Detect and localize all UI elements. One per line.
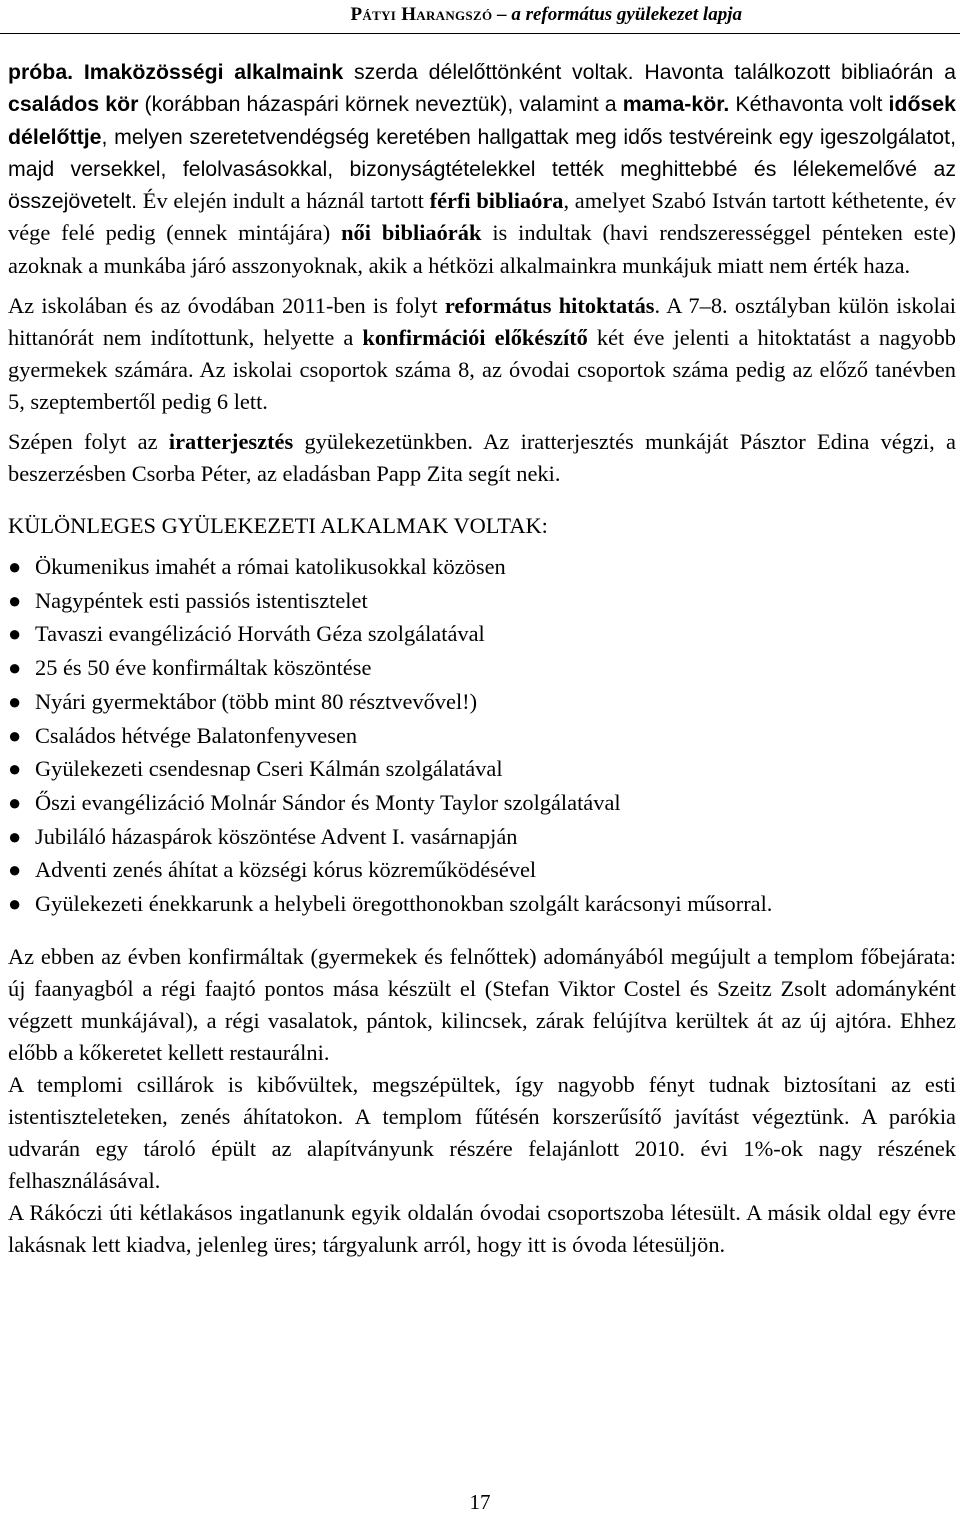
bullet-icon: ● xyxy=(8,688,22,714)
bold-text: konfirmációi előkészítő xyxy=(362,325,588,351)
bullet-icon: ● xyxy=(8,655,22,681)
publication-subtitle: a református gyülekezet lapja xyxy=(511,4,742,25)
list-item-label: Őszi evangélizáció Molnár Sándor és Monty Taylor szolgálatával xyxy=(35,790,621,815)
page-header xyxy=(0,0,960,34)
text: gyülekezetünkben. Az iratterjesztés munkáját Pásztor Edina végzi, a beszerzésben Csorba Péter, az eladásban Papp Zita segít neki. xyxy=(8,429,956,487)
list-item xyxy=(8,887,956,921)
bullet-icon: ● xyxy=(8,554,22,580)
text: , melyen szeretetvendégség keretében hallgattak meg idős testvéreink egy igeszolgálatot, majd versekkel, felolvasásokkal, bizonyságtételekkel tették meghittebbé és lélekemelővé az összejövetelt. xyxy=(8,124,956,214)
page-number: 17 xyxy=(469,1490,491,1514)
bold-text: mama-kör. xyxy=(622,92,730,117)
text: (korábban házaspári körnek neveztük), valamint a xyxy=(138,92,623,117)
list-item xyxy=(8,853,956,887)
list-item-label: Tavaszi evangélizáció Horváth Géza szolgálatával xyxy=(35,621,485,647)
list-item-label: 25 és 50 éve konfirmáltak köszöntése xyxy=(35,655,372,681)
bold-text: női bibliaórák xyxy=(341,220,482,246)
list-item xyxy=(8,719,956,753)
bullet-icon: ● xyxy=(8,621,22,647)
text: . A 7–8. osztályban külön iskolai hittanórát nem indítottunk, helyette a xyxy=(8,293,956,351)
list-item-label: Családos hétvége Balatonfenyvesen xyxy=(35,722,358,748)
list-item-label: Nyári gyermektábor (több mint 80 résztvevővel!) xyxy=(35,688,478,714)
publication-title: Pátyi Harangszó xyxy=(350,4,493,25)
list-item-label: Gyülekezeti csendesnap Cseri Kálmán szolgálatával xyxy=(35,756,503,782)
bullet-icon: ● xyxy=(8,823,22,849)
list-item-label: Jubiláló házaspárok köszöntése Advent I. vasárnapján xyxy=(35,823,518,849)
list-item xyxy=(8,651,956,685)
section-title: KÜLÖNLEGES GYÜLEKEZETI ALKALMAK VOLTAK: xyxy=(8,513,548,539)
bold-text: családos kör xyxy=(8,92,139,117)
bullet-icon: ● xyxy=(8,857,22,883)
paragraph-religious-education xyxy=(8,290,956,418)
paragraph-activities xyxy=(8,56,956,282)
bullet-icon: ● xyxy=(8,756,22,782)
list-item xyxy=(8,685,956,719)
list-item-label: Gyülekezeti énekkarunk a helybeli öregotthonokban szolgált karácsonyi műsorral. xyxy=(35,891,773,917)
paragraph-chandeliers: A templomi csillárok is kibővültek, megszépültek, így nagyobb fényt tudnak biztosítani az esti istentiszteleteken, zenés áhítatokon. A templom fűtésén korszerűsítő javítást végeztünk. A parókia udvarán egy tároló épült az alapítványunk részére felajánlott 2010. évi 1%-ok nagy részének felhasználásával. xyxy=(8,1071,956,1193)
paragraph-church-entrance: Az ebben az évben konfirmáltak (gyermekek és felnőttek) adományából megújult a templom főbejárata: új faanyagból a régi faajtó pontos mása készült el (Stefan Viktor Costel és Szeitz Zsolt adományként végzett munkájával), a régi vasalatok, pántok, kilincsek, zárak felújítva kerültek át az új ajtóra. Ehhez előbb a kőkeretet kellett restaurálni. xyxy=(8,943,956,1065)
list-item xyxy=(8,820,956,854)
text: szerda délelőttönként voltak. Havonta találkozott bibliaórán a xyxy=(343,60,956,84)
bold-text: református hitoktatás xyxy=(444,293,655,319)
bold-text: iratterjesztés xyxy=(168,429,294,455)
bold-text: próba. Imaközösségi alkalmaink xyxy=(8,60,344,84)
text: Kéthavonta volt xyxy=(729,92,889,117)
text: két éve jelenti a hitoktatást a nagyobb gyermekek számára. Az iskolai csoportok száma 8, az óvodai csoportok száma pedig az előző tanévben 5, szeptembertől pedig 6 lett. xyxy=(8,325,956,415)
text: Szépen folyt az xyxy=(8,429,169,455)
paragraph-literature xyxy=(8,426,956,490)
bullet-icon: ● xyxy=(8,790,22,815)
bold-text: idősek délelőttje xyxy=(8,92,956,149)
bullet-icon: ● xyxy=(8,722,22,748)
text: , amelyet Szabó István tartott kéthetente, év vége felé pedig (ennek mintájára) xyxy=(8,188,956,246)
article-body xyxy=(8,56,956,1261)
list-item-label: Nagypéntek esti passiós istentisztelet xyxy=(35,587,368,613)
text: is indultak (havi rendszerességgel pénteken este) azoknak a munkába járó asszonyoknak, akik a hétközi alkalmainkra munkájuk miatt nem érték haza. xyxy=(8,220,956,278)
list-item-label: Adventi zenés áhítat a községi kórus közreműködésével xyxy=(35,857,537,883)
list-item-label: Ökumenikus imahét a római katolikusokkal közösen xyxy=(35,554,506,580)
list-item xyxy=(8,550,956,584)
list-item xyxy=(8,752,956,786)
paragraph-property: A Rákóczi úti kétlakásos ingatlanunk egyik oldalán óvodai csoportszoba létesült. A másik oldal egy évre lakásnak lett kiadva, jelenleg üres; tárgyalunk arról, hogy itt is óvoda létesüljön. xyxy=(8,1199,956,1257)
list-item xyxy=(8,786,956,820)
bold-text: férfi bibliaóra xyxy=(429,188,564,214)
text: Az iskolában és az óvodában 2011-ben is folyt xyxy=(8,293,445,319)
list-item xyxy=(8,584,956,618)
list-item xyxy=(8,617,956,651)
header-separator: – xyxy=(492,4,512,25)
events-list xyxy=(8,550,956,921)
bullet-icon: ● xyxy=(8,891,22,917)
bullet-icon: ● xyxy=(8,587,22,613)
text: Év elején indult a háznál tartott xyxy=(137,188,430,214)
